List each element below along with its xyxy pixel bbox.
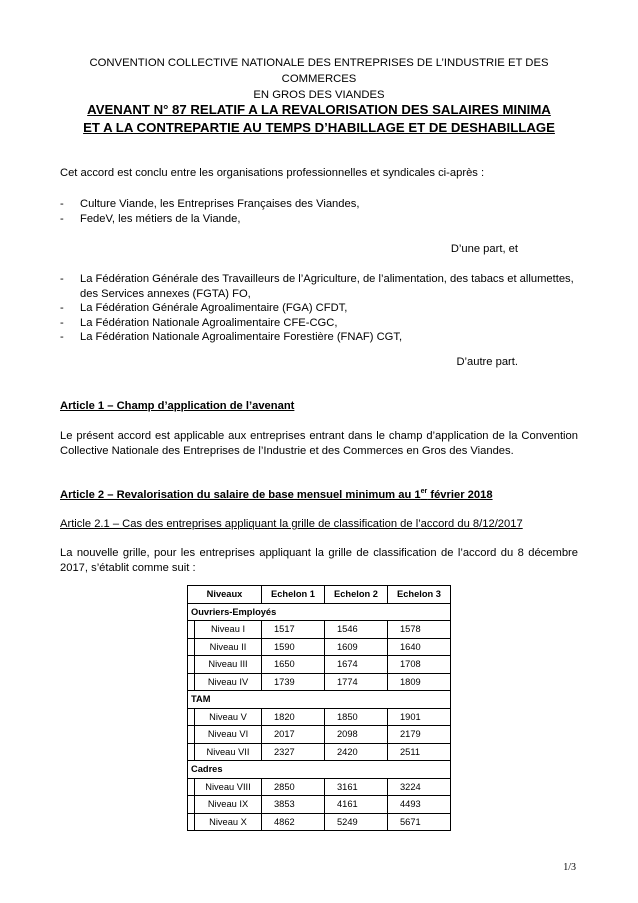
group-row: [188, 603, 451, 621]
article2-title: [60, 488, 578, 503]
party2-text: La Fédération Générale des Travailleurs de l’Agriculture, de l’alimentation, des tabacs et allumettes, des Services annexes (FGTA) FO,: [80, 273, 574, 300]
party2-text: La Fédération Nationale Agroalimentaire Forestière (FNAF) CGT,: [80, 331, 403, 343]
party2-text: La Fédération Générale Agroalimentaire (FGA) CFDT,: [80, 302, 348, 314]
level-cell: Niveau IX: [195, 796, 262, 814]
bullet-dash: -: [60, 331, 64, 343]
table-header: Echelon 3: [388, 586, 451, 604]
article2-title-part2: février 2018: [427, 489, 493, 501]
table-row: [188, 638, 451, 656]
party1-text: Culture Viande, les Entreprises Françaises des Viandes,: [80, 198, 360, 210]
value-cell: 1590: [262, 638, 325, 656]
value-cell: 2017: [262, 726, 325, 744]
value-cell: 1809: [388, 673, 451, 691]
level-cell: Niveau II: [195, 638, 262, 656]
group-label: TAM: [188, 691, 451, 709]
table-row: [188, 673, 451, 691]
value-cell: 1739: [262, 673, 325, 691]
value-cell: 1708: [388, 656, 451, 674]
bullet-dash: -: [60, 273, 64, 285]
convention-line-1: CONVENTION COLLECTIVE NATIONALE DES ENTREPRISES DE L’INDUSTRIE ET DES COMMERCES: [89, 57, 549, 85]
value-cell: 5249: [325, 813, 388, 831]
table-row: [188, 813, 451, 831]
level-cell: Niveau V: [195, 708, 262, 726]
group-row: [188, 691, 451, 709]
bullet-dash: -: [60, 302, 64, 314]
level-cell: Niveau VIII: [195, 778, 262, 796]
party1-item: [60, 212, 578, 227]
value-cell: 4862: [262, 813, 325, 831]
avenant-line-1: AVENANT N° 87 RELATIF A LA REVALORISATION DES SALAIRES MINIMA: [87, 102, 551, 117]
value-cell: 2327: [262, 743, 325, 761]
value-cell: 2420: [325, 743, 388, 761]
table-row: [188, 621, 451, 639]
value-cell: 3224: [388, 778, 451, 796]
value-cell: 5671: [388, 813, 451, 831]
value-cell: 2098: [325, 726, 388, 744]
value-cell: 1850: [325, 708, 388, 726]
bullet-dash: -: [60, 213, 64, 225]
table-header: Echelon 1: [262, 586, 325, 604]
party2-item: [60, 272, 578, 301]
party2-end: D’autre part.: [456, 356, 518, 368]
table-header: Echelon 2: [325, 586, 388, 604]
value-cell: 1517: [262, 621, 325, 639]
group-label: Cadres: [188, 761, 451, 779]
value-cell: 1650: [262, 656, 325, 674]
intro-text: Cet accord est conclu entre les organisations professionnelles et syndicales ci-après :: [60, 167, 485, 179]
table-row: [188, 656, 451, 674]
value-cell: 1546: [325, 621, 388, 639]
value-cell: 4161: [325, 796, 388, 814]
value-cell: 3853: [262, 796, 325, 814]
value-cell: 1820: [262, 708, 325, 726]
party1-item: [60, 197, 578, 212]
group-label: Ouvriers-Employés: [188, 603, 451, 621]
group-row: [188, 761, 451, 779]
party2-item: [60, 316, 578, 331]
table-header-row: [188, 586, 451, 604]
article1-body: Le présent accord est applicable aux entreprises entrant dans le champ d’application de la Convention Collective Nationale des Entreprises de l’Industrie et des Commerces en Gros des Viandes.: [60, 430, 578, 457]
article2-title-sup: er: [420, 488, 428, 495]
level-cell: Niveau VI: [195, 726, 262, 744]
value-cell: 1640: [388, 638, 451, 656]
party1-text: FedeV, les métiers de la Viande,: [80, 213, 241, 225]
article2-1-title: Article 2.1 – Cas des entreprises appliquant la grille de classification de l’accord du 8/12/2017: [60, 518, 523, 530]
value-cell: 1774: [325, 673, 388, 691]
convention-title: [60, 55, 578, 103]
table-row: [188, 708, 451, 726]
level-cell: Niveau X: [195, 813, 262, 831]
value-cell: 2850: [262, 778, 325, 796]
value-cell: 2179: [388, 726, 451, 744]
value-cell: 1674: [325, 656, 388, 674]
table-row: [188, 743, 451, 761]
article2-title-part1: Article 2 – Revalorisation du salaire de base mensuel minimum au 1: [60, 489, 421, 501]
bullet-dash: -: [60, 198, 64, 210]
table-row: [188, 778, 451, 796]
table-row: [188, 726, 451, 744]
party1-end: D’une part, et: [450, 243, 518, 255]
avenant-title: [60, 101, 578, 137]
convention-line-2: EN GROS DES VIANDES: [253, 89, 385, 101]
page-number: 1/3: [563, 862, 576, 873]
avenant-line-2: ET A LA CONTREPARTIE AU TEMPS D’HABILLAGE ET DE DESHABILLAGE: [83, 120, 555, 135]
party2-item: [60, 330, 578, 345]
value-cell: 1578: [388, 621, 451, 639]
value-cell: 1609: [325, 638, 388, 656]
value-cell: 3161: [325, 778, 388, 796]
level-cell: Niveau IV: [195, 673, 262, 691]
value-cell: 2511: [388, 743, 451, 761]
article1-title: Article 1 – Champ d’application de l’avenant: [60, 400, 295, 412]
party2-item: [60, 301, 578, 316]
value-cell: 4493: [388, 796, 451, 814]
level-cell: Niveau VII: [195, 743, 262, 761]
level-cell: Niveau I: [195, 621, 262, 639]
salary-table: [187, 585, 451, 831]
party2-text: La Fédération Nationale Agroalimentaire CFE-CGC,: [80, 317, 338, 329]
table-row: [188, 796, 451, 814]
table-header: Niveaux: [188, 586, 262, 604]
bullet-dash: -: [60, 317, 64, 329]
level-cell: Niveau III: [195, 656, 262, 674]
article2-body: La nouvelle grille, pour les entreprises appliquant la grille de classification de l’accord du 8 décembre 2017, s’établit comme suit :: [60, 547, 578, 574]
value-cell: 1901: [388, 708, 451, 726]
